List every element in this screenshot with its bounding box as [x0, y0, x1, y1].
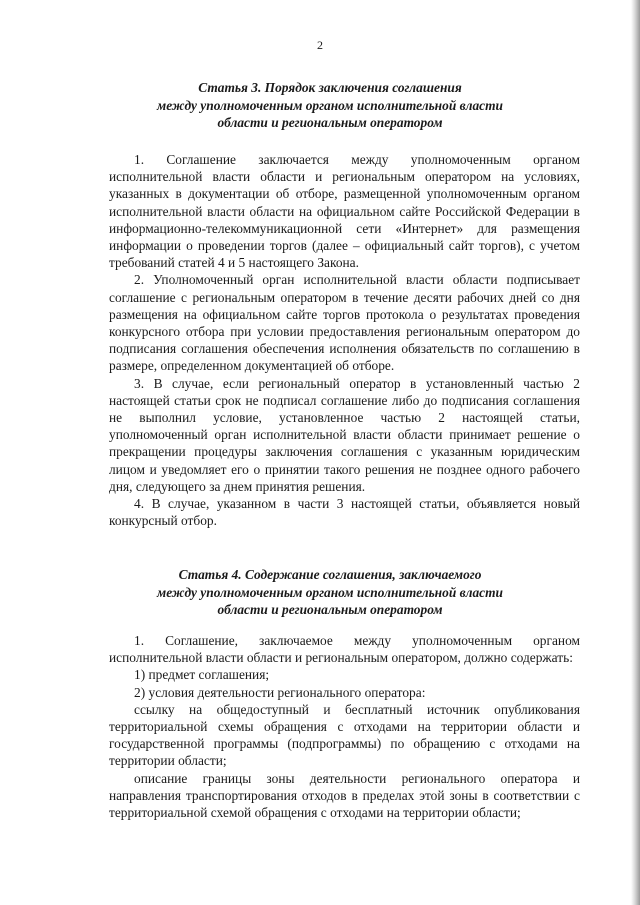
article-4-heading-line: между уполномоченным органом исполнительной власти [157, 584, 503, 600]
article-4-body [109, 632, 580, 821]
article-4-heading-line: Статья 4. Содержание соглашения, заключаемого [178, 567, 482, 582]
article-4-list-item-1: 1) предмет соглашения; [134, 667, 270, 683]
article-3-paragraph-1: 1. Соглашение заключается между уполномоченным органом исполнительной власти области и региональным оператором на условиях, указанных в документации об отборе, размещенной уполномоченным органом исполнительной власти области на официальном сайте Российской Федерации в информационно-телекоммуникационной сети «Интернет» для размещения информации о проведении торгов (далее – официальный сайт торгов), с учетом требований статей 4 и 5 настоящего Закона. [109, 152, 580, 271]
article-4-condition-1: ссылку на общедоступный и бесплатный источник опубликования территориальной схемы обращения с отходами на территории области и государственной программы (подпрограммы) по обращению с отходами на территории области; [109, 701, 580, 769]
article-3-heading-line: области и региональным оператором [217, 115, 443, 130]
article-3-paragraph-3: 3. В случае, если региональный оператор в установленный частью 2 настоящей статьи срок не подписал соглашение либо до подписания соглашения не выполнил условие, установленное частью 2 настоящей статьи, уполномоченный орган исполнительной власти области принимает решение о прекращении процедуры заключения соглашения с указанным юридическим лицом и уведомляет его о принятии такого решения не позднее одного рабочего дня, следующего за днем принятия решения. [109, 375, 580, 494]
article-3-body [109, 151, 580, 529]
article-4-heading [60, 566, 600, 619]
article-4-condition-2: описание границы зоны деятельности регионального оператора и направления транспортирования отходов в пределах этой зоны в соответствии с территориальной схемой обращения с отходами на территории области; [109, 770, 580, 821]
article-3-heading-line: Статья 3. Порядок заключения соглашения [198, 80, 462, 95]
article-3-heading-line: между уполномоченным органом исполнительной власти [157, 97, 503, 113]
article-3-paragraph-2: 2. Уполномоченный орган исполнительной власти области подписывает соглашение с региональным оператором в течение десяти рабочих дней со дня размещения на официальном сайте торгов протокола о результатах проведения конкурсного отбора при условии предоставления региональным оператором до подписания соглашения обеспечения исполнения обязательств по соглашению в размере, определенном документацией об отборе. [109, 272, 580, 374]
article-3-paragraph-4: 4. В случае, указанном в части 3 настоящей статьи, объявляется новый конкурсный отбор. [109, 496, 580, 529]
article-3-heading [60, 79, 600, 132]
article-4-paragraph-1: 1. Соглашение, заключаемое между уполномоченным органом исполнительной власти области и региональным оператором, должно содержать: [109, 633, 580, 666]
page-number: 2 [317, 38, 323, 52]
page-edge-shadow [631, 0, 640, 905]
article-4-heading-line: области и региональным оператором [217, 602, 443, 617]
article-4-list-item-2: 2) условия деятельности регионального оператора: [134, 684, 426, 700]
